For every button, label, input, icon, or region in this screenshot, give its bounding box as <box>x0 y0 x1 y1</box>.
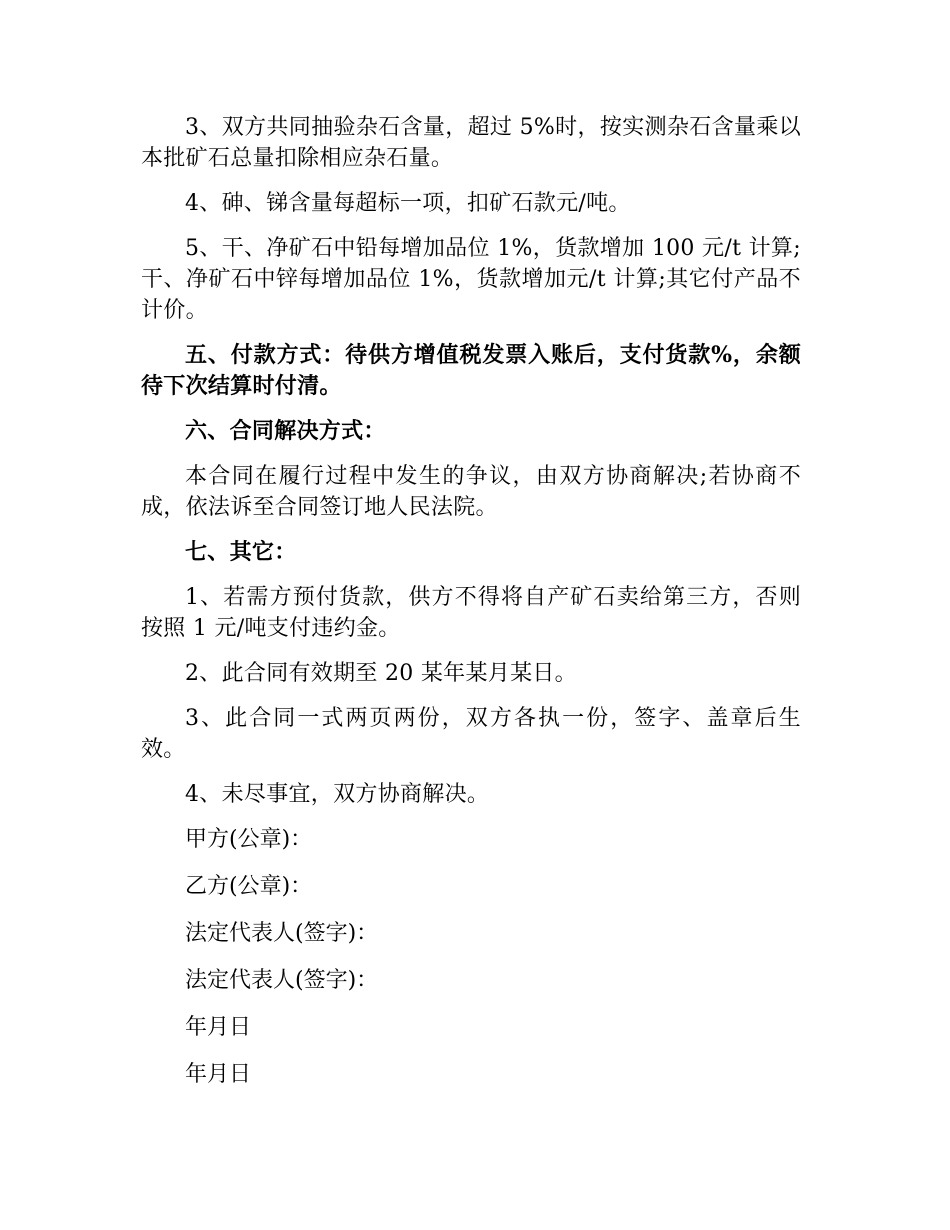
clause-5-grade-pricing: 5、干、净矿石中铅每增加品位 1%，货款增加 100 元/t 计算;干、净矿石中锌每增加品位 1%，货款增加元/t 计算;其它付产品不计价。 <box>141 236 801 323</box>
clause-4-arsenic-antimony: 4、砷、锑含量每超标一项，扣矿石款元/吨。 <box>185 191 631 216</box>
other-clause-1: 1、若需方预付货款，供方不得将自产矿石卖给第三方，否则按照 1 元/吨支付违约金。 <box>141 585 801 641</box>
other-clause-4: 4、未尽事宜，双方协商解决。 <box>185 782 490 807</box>
clause-3-impurity: 3、双方共同抽验杂石含量，超过 5%时，按实测杂石含量乘以本批矿石总量扣除相应杂石量。 <box>141 115 801 171</box>
legal-rep-signature-line: 法定代表人(签字)： <box>185 968 379 993</box>
date-line: 年月日 <box>185 1062 252 1087</box>
legal-rep-signature-line: 法定代表人(签字)： <box>185 921 379 946</box>
other-clause-3: 3、此合同一式两页两份，双方各执一份，签字、盖章后生效。 <box>141 706 801 762</box>
date-line: 年月日 <box>185 1015 252 1040</box>
section-7-heading: 七、其它： <box>185 539 297 565</box>
section-5-payment: 五、付款方式：待供方增值税发票入账后，支付货款%，余额待下次结算时付清。 <box>141 342 801 399</box>
party-b-seal-line: 乙方(公章)： <box>185 874 313 899</box>
section-6-heading: 六、合同解决方式： <box>185 418 386 444</box>
other-clause-2: 2、此合同有效期至 20 某年某月某日。 <box>185 661 577 686</box>
party-a-seal-line: 甲方(公章)： <box>185 827 313 852</box>
document-page <box>141 112 801 1106</box>
dispute-resolution-text: 本合同在履行过程中发生的争议，由双方协商解决;若协商不成，依法诉至合同签订地人民法院。 <box>141 464 801 520</box>
